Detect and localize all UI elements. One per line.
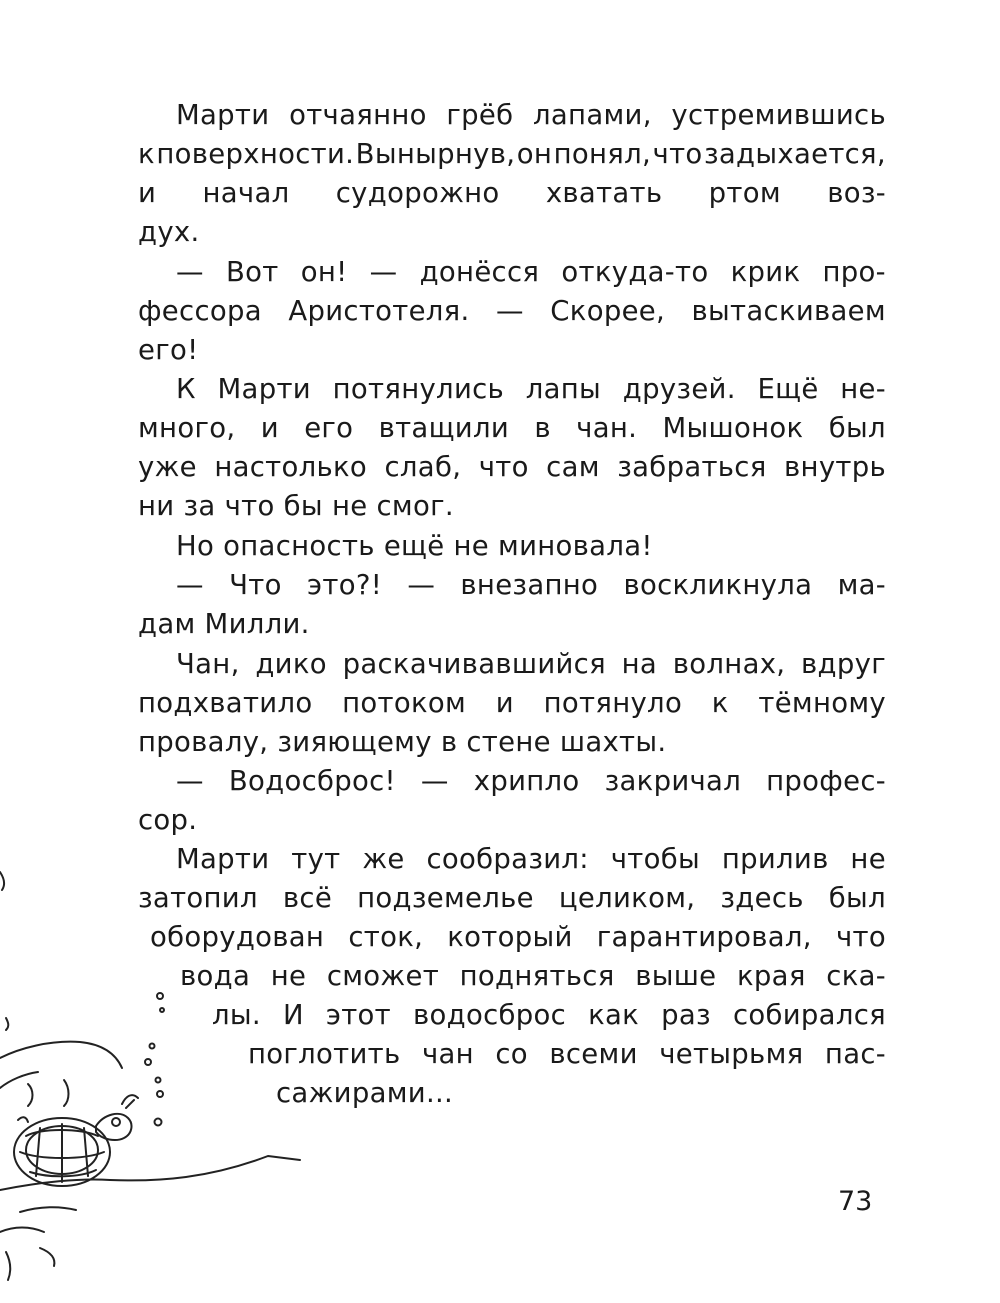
text-line: затопил всё подземелье целиком, здесь был: [138, 882, 886, 914]
text-line: Чан, дико раскачивавшийся на волнах, вдруг: [176, 648, 886, 680]
text-line: сажирами...: [276, 1077, 454, 1109]
text-line: вода не сможет подняться выше края ска-: [180, 960, 886, 992]
text-line: — Что это?! — внезапно воскликнула ма-: [176, 569, 886, 601]
text-line: оборудован сток, который гарантировал, что: [150, 921, 886, 953]
text-line: поглотить чан со всеми четырьмя пас-: [248, 1038, 886, 1070]
text-line: лы. И этот водосброс как раз собирался: [212, 999, 886, 1031]
text-line: — Вот он! — донёсся откуда-то крик про-: [176, 256, 886, 288]
text-line: много, и его втащили в чан. Мышонок был: [138, 412, 886, 444]
text-line: дух.: [138, 216, 200, 248]
text-line: к поверхности. Вынырнув, он понял, что задыхается,: [138, 138, 886, 170]
text-line: Марти тут же сообразил: чтобы прилив не: [176, 843, 886, 875]
text-line: сор.: [138, 804, 198, 836]
page-number: 73: [838, 1186, 873, 1217]
text-line: — Водосброс! — хрипло закричал профес-: [176, 765, 886, 797]
text-line: его!: [138, 334, 199, 366]
text-line: Но опасность ещё не миновала!: [176, 530, 653, 562]
text-line: фессора Аристотеля. — Скорее, вытаскиваем: [138, 295, 886, 327]
text-line: дам Милли.: [138, 608, 310, 640]
text-line: К Марти потянулись лапы друзей. Ещё не-: [176, 373, 886, 405]
illustration-sketch: [0, 860, 320, 1303]
text-line: провалу, зияющему в стене шахты.: [138, 726, 667, 758]
text-line: Марти отчаянно грёб лапами, устремившись: [176, 99, 886, 131]
text-line: уже настолько слаб, что сам забраться внутрь: [138, 451, 886, 483]
text-line: подхватило потоком и потянуло к тёмному: [138, 687, 886, 719]
text-line: и начал судорожно хватать ртом воз-: [138, 177, 886, 209]
text-line: ни за что бы не смог.: [138, 490, 454, 522]
